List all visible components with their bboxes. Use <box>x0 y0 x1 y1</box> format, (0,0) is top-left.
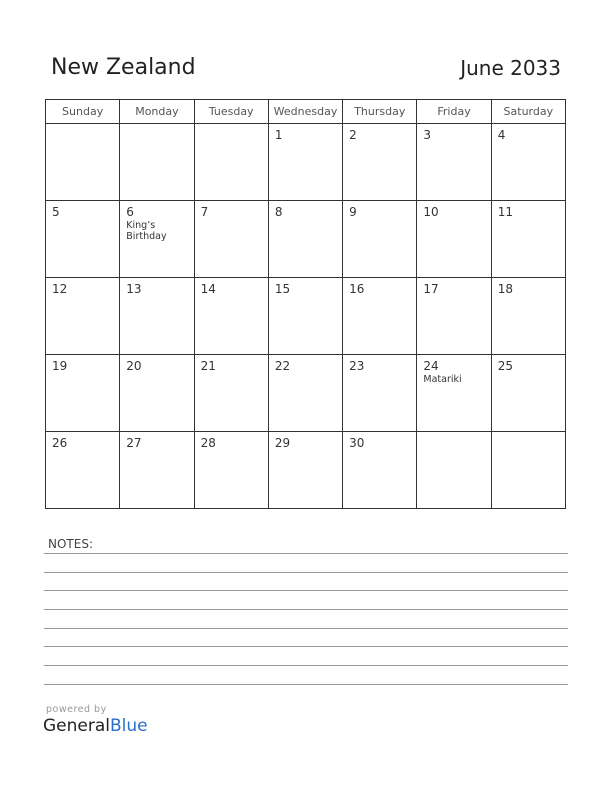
day-cell <box>194 278 268 355</box>
day-cell <box>268 432 342 509</box>
day-number: 27 <box>126 436 142 450</box>
day-number: 13 <box>126 282 142 296</box>
weekday-header: Tuesday <box>194 100 268 124</box>
day-number: 25 <box>497 359 513 373</box>
day-cell <box>343 278 417 355</box>
day-cell <box>194 201 268 278</box>
day-cell <box>491 355 565 432</box>
day-cell <box>46 124 120 201</box>
day-cell <box>491 201 565 278</box>
day-number: 30 <box>349 436 365 450</box>
day-cell <box>46 201 120 278</box>
day-cell <box>46 355 120 432</box>
brand-logo <box>43 716 148 736</box>
day-number: 2 <box>349 128 357 142</box>
day-cell <box>491 124 565 201</box>
week-row <box>46 278 566 355</box>
weekday-header: Monday <box>120 100 194 124</box>
day-cell <box>268 201 342 278</box>
day-number: 14 <box>200 282 216 296</box>
powered-by-text: powered by <box>46 704 107 715</box>
note-line <box>44 684 568 685</box>
day-number: 23 <box>349 359 365 373</box>
weekday-header: Thursday <box>343 100 417 124</box>
day-cell <box>417 432 491 509</box>
week-row <box>46 124 566 201</box>
week-row <box>46 201 566 278</box>
note-line <box>44 572 568 573</box>
day-cell <box>491 432 565 509</box>
note-line <box>44 665 568 666</box>
day-cell <box>268 355 342 432</box>
calendar-grid <box>45 99 566 509</box>
day-number: 1 <box>274 128 283 142</box>
day-cell <box>194 432 268 509</box>
day-cell <box>120 201 194 278</box>
note-line <box>44 553 568 554</box>
week-row <box>46 355 566 432</box>
week-row <box>46 432 566 509</box>
day-cell <box>194 124 268 201</box>
day-cell <box>343 355 417 432</box>
note-line <box>44 590 568 591</box>
day-cell <box>268 278 342 355</box>
day-number: 17 <box>423 282 439 296</box>
day-cell <box>46 432 120 509</box>
day-number: 8 <box>274 205 283 219</box>
day-number: 26 <box>52 436 68 450</box>
day-cell <box>417 355 491 432</box>
day-number: 9 <box>349 205 357 219</box>
weekday-header: Saturday <box>491 100 565 124</box>
day-number: 24 <box>423 359 439 373</box>
day-cell <box>268 124 342 201</box>
day-number: 6 <box>126 205 134 219</box>
day-number: 20 <box>126 359 142 373</box>
day-number: 22 <box>274 359 291 373</box>
month-year-title: June 2033 <box>460 56 561 80</box>
day-cell <box>343 432 417 509</box>
day-cell <box>417 201 491 278</box>
weekday-header: Sunday <box>46 100 120 124</box>
day-number: 18 <box>497 282 513 296</box>
day-number: 21 <box>200 359 216 373</box>
day-number: 10 <box>423 205 439 219</box>
day-cell <box>120 124 194 201</box>
day-cell <box>46 278 120 355</box>
notes-label: NOTES: <box>48 537 93 551</box>
day-cell <box>120 432 194 509</box>
day-number: 28 <box>200 436 216 450</box>
day-number: 19 <box>52 359 68 373</box>
day-number: 29 <box>274 436 291 450</box>
day-cell <box>343 124 417 201</box>
day-number: 11 <box>497 205 513 219</box>
day-number: 7 <box>200 205 209 219</box>
day-number: 5 <box>52 205 60 219</box>
weekday-header: Friday <box>417 100 491 124</box>
holiday-label: King’s Birthday <box>126 220 167 242</box>
day-cell <box>343 201 417 278</box>
brand-part-general: General <box>43 716 110 736</box>
day-number: 3 <box>423 128 432 142</box>
weekday-header: Wednesday <box>268 100 342 124</box>
day-cell <box>417 278 491 355</box>
note-line <box>44 628 568 629</box>
weekday-header-row <box>46 100 566 124</box>
day-cell <box>120 278 194 355</box>
day-number: 16 <box>349 282 365 296</box>
note-line <box>44 646 568 647</box>
brand-part-blue: Blue <box>110 716 148 736</box>
day-cell <box>120 355 194 432</box>
note-line <box>44 609 568 610</box>
day-number: 12 <box>52 282 68 296</box>
day-number: 4 <box>497 128 506 142</box>
day-number: 15 <box>274 282 291 296</box>
day-cell <box>194 355 268 432</box>
day-cell <box>417 124 491 201</box>
country-title: New Zealand <box>51 55 196 80</box>
holiday-label: Matariki <box>423 374 462 385</box>
day-cell <box>491 278 565 355</box>
